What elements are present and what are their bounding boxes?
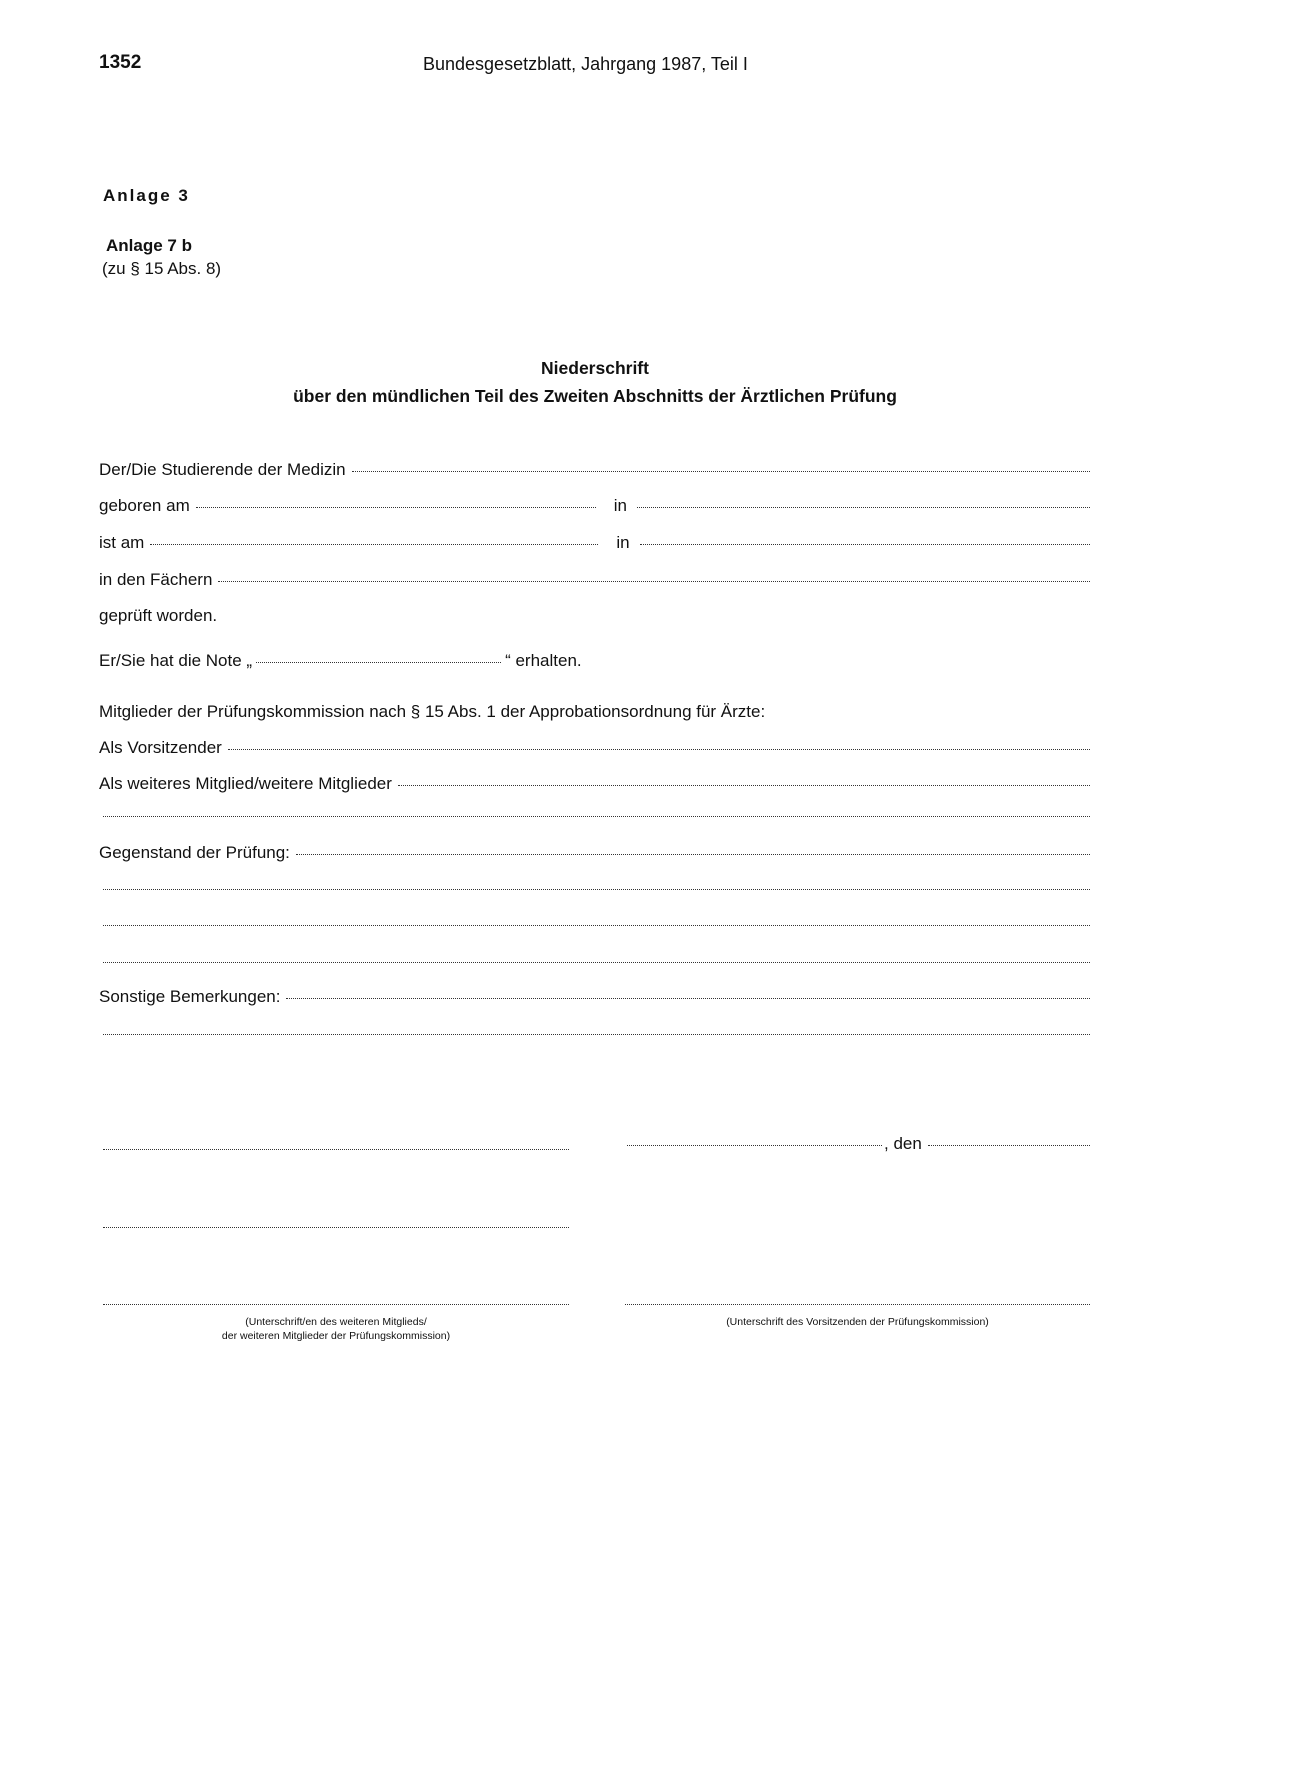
members-label: Als weiteres Mitglied/weitere Mitglieder xyxy=(99,774,392,793)
subjects-field[interactable] xyxy=(218,580,1090,582)
subject-matter-line-3[interactable] xyxy=(103,924,1090,926)
exam-date-field[interactable] xyxy=(150,543,598,545)
subject-matter-label: Gegenstand der Prüfung: xyxy=(99,843,290,862)
commission-text: Mitglieder der Prüfungskommission nach § 15 Abs. 1 der Approbationsordnung für Ärzte: xyxy=(99,702,766,721)
birth-place-label: in xyxy=(613,496,627,515)
chair-field[interactable] xyxy=(228,748,1090,750)
grade-field[interactable] xyxy=(256,661,501,663)
examined-text: geprüft worden. xyxy=(99,606,218,625)
place-date-row xyxy=(625,1134,1090,1154)
subjects-label: in den Fächern xyxy=(99,570,213,589)
remarks-label: Sonstige Bemerkungen: xyxy=(99,987,281,1006)
subjects-row xyxy=(99,570,1090,590)
members-field[interactable] xyxy=(398,784,1090,786)
page-number: 1352 xyxy=(99,52,142,73)
member-caption-line-1: (Unterschrift/en des weiteren Mitglieds/ xyxy=(245,1316,427,1328)
grade-row xyxy=(99,651,582,671)
born-on-label: geboren am xyxy=(99,496,190,515)
member-caption-line-2: der weiteren Mitglieder der Prüfungskommission) xyxy=(221,1330,451,1342)
examined-row xyxy=(99,606,221,626)
birth-date-field[interactable] xyxy=(196,506,596,508)
student-label: Der/Die Studierende der Medizin xyxy=(99,460,346,479)
subject-matter-row xyxy=(99,843,1090,863)
subject-matter-line-4[interactable] xyxy=(103,961,1090,963)
birth-row xyxy=(99,496,1090,516)
exam-place-field[interactable] xyxy=(640,543,1090,545)
commission-row xyxy=(99,702,769,722)
student-field[interactable] xyxy=(352,470,1090,472)
members-row xyxy=(99,774,1090,794)
running-head: Bundesgesetzblatt, Jahrgang 1987, Teil I xyxy=(423,54,748,74)
members-field-continued[interactable] xyxy=(103,815,1090,817)
grade-suffix: “ erhalten. xyxy=(505,651,582,670)
member-signature-line-2[interactable] xyxy=(103,1226,569,1228)
member-signature-caption xyxy=(103,1315,569,1343)
date-field[interactable] xyxy=(928,1144,1090,1146)
chair-signature-caption xyxy=(625,1315,1090,1329)
chair-signature-line[interactable] xyxy=(625,1303,1090,1305)
remarks-field[interactable] xyxy=(286,997,1090,999)
chair-caption-line: (Unterschrift des Vorsitzenden der Prüfungskommission) xyxy=(726,1316,989,1328)
chair-label: Als Vorsitzender xyxy=(99,738,222,757)
exam-date-label: ist am xyxy=(99,533,145,552)
grade-prefix: Er/Sie hat die Note „ xyxy=(99,651,253,670)
annex-label: Anlage 3 xyxy=(103,186,190,205)
remarks-row xyxy=(99,987,1090,1007)
student-row xyxy=(99,460,1090,480)
member-signature-line-1[interactable] xyxy=(103,1148,569,1150)
document-title: Niederschrift xyxy=(541,358,649,378)
document-subtitle: über den mündlichen Teil des Zweiten Abschnitts der Ärztlichen Prüfung xyxy=(293,386,897,406)
subject-matter-field[interactable] xyxy=(296,853,1090,855)
date-den-label: , den xyxy=(884,1134,922,1153)
annex-sub-label: Anlage 7 b xyxy=(106,236,192,255)
place-field[interactable] xyxy=(627,1144,882,1146)
exam-place-label: in xyxy=(616,533,630,552)
chair-row xyxy=(99,738,1090,758)
annex-reference: (zu § 15 Abs. 8) xyxy=(102,259,222,278)
subject-matter-line-2[interactable] xyxy=(103,888,1090,890)
member-signature-line-3[interactable] xyxy=(103,1303,569,1305)
birth-place-field[interactable] xyxy=(637,506,1090,508)
remarks-line-2[interactable] xyxy=(103,1033,1090,1035)
exam-date-row xyxy=(99,533,1090,553)
